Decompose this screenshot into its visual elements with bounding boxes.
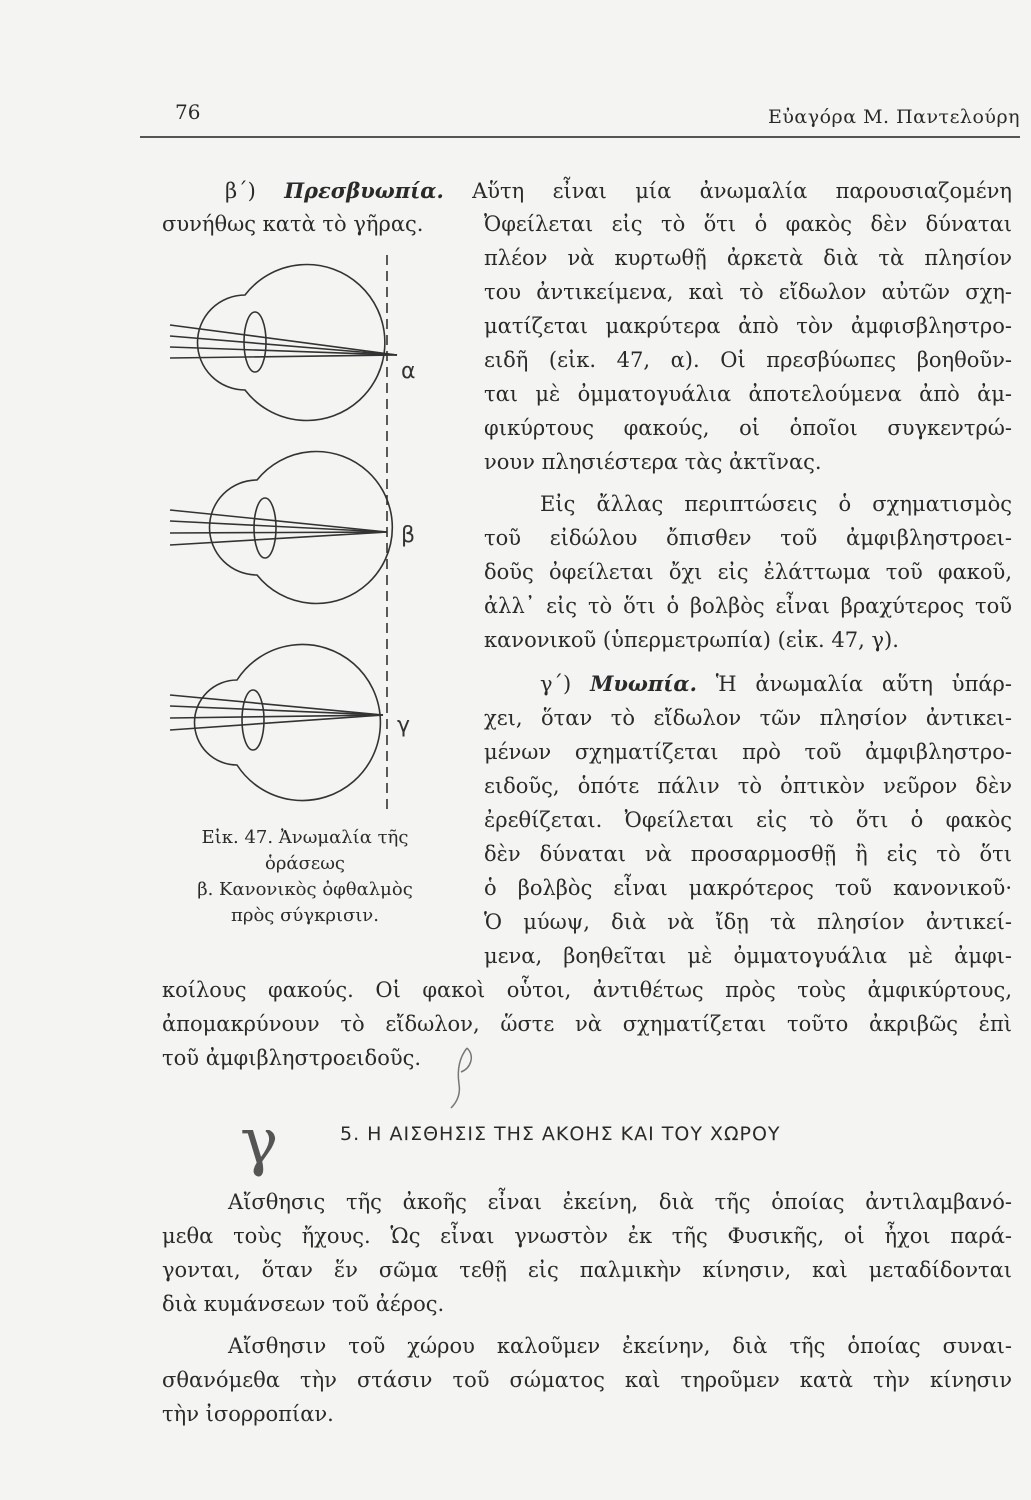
caption-line: Εἰκ. 47. Ἀνωμαλία τῆς — [201, 827, 409, 848]
figure-label-b: β — [401, 523, 416, 548]
hyperopia-line: κανονικοῦ (ὑπερμετρωπία) (εἰκ. 47, γ). — [484, 628, 899, 652]
presbyopia-title: Πρεσβυωπία. — [284, 178, 444, 203]
myopia-marker: γ΄) — [540, 672, 572, 696]
myopia-full-line: τοῦ ἀμφιβληστροειδοῦς. — [162, 1046, 422, 1070]
section-title: 5. Η ΑΙΣΘΗΣΙΣ ΤΗΣ ΑΚΟΗΣ ΚΑΙ ΤΟΥ ΧΩΡΟΥ — [340, 1123, 781, 1145]
presbyopia-line: ειδῆ (εἰκ. 47, α). Οἱ πρεσβύωπες βοηθοῦν- — [484, 348, 1012, 372]
figure-caption — [140, 825, 470, 929]
running-head: Εὐαγόρα Μ. Παντελούρη — [767, 106, 1020, 128]
presbyopia-line-1 — [225, 175, 1012, 207]
pencil-mark-icon — [445, 1040, 485, 1110]
handwritten-section-mark: γ — [240, 1105, 279, 1179]
hyperopia-line: ἀλλ᾽ εἰς τὸ ὅτι ὁ βολβὸς εἶναι βραχύτερος τοῦ — [484, 594, 1012, 618]
header-rule — [140, 136, 1020, 138]
page-header — [140, 100, 1020, 140]
hearing-line: διὰ κυμάνσεων τοῦ ἀέρος. — [162, 1292, 445, 1316]
hyperopia-line: δοῦς ὀφείλεται ὄχι εἰς ἐλάττωμα τοῦ φακοῦ, — [484, 560, 1012, 584]
myopia-line-1 — [540, 668, 1012, 700]
caption-line: πρὸς σύγκρισιν. — [231, 905, 379, 926]
eye-diagram-b — [170, 452, 392, 604]
myopia-line: ὁ βολβὸς εἶναι μακρότερος τοῦ κανονικοῦ· — [484, 876, 1012, 900]
figure-label-a: α — [401, 359, 416, 384]
myopia-title: Μυωπία. — [590, 671, 697, 696]
presbyopia-line-2a: συνήθως κατὰ τὸ γῆρας. — [162, 212, 424, 236]
myopia-full-line: ἀπομακρύνουν τὸ εἴδωλον, ὥστε νὰ σχηματίζεται τοῦτο ἀκριβῶς ἐπὶ — [162, 1012, 1012, 1036]
myopia-line: μενα, βοηθεῖται μὲ ὀμματογυάλια μὲ ἀμφι- — [484, 944, 1012, 968]
myopia-line1-text: Ἡ ἀνωμαλία αὕτη ὑπάρ- — [715, 672, 1012, 696]
presbyopia-line: ται μὲ ὀμματογυάλια ἀποτελούμενα ἀπὸ ἀμ- — [484, 382, 1012, 406]
space-sense-line: σθανόμεθα τὴν στάσιν τοῦ σώματος καὶ τηροῦμεν κατὰ τὴν κίνησιν — [162, 1368, 1012, 1392]
eye-diagram-a — [170, 265, 397, 421]
presbyopia-line: φικύρτους φακούς, οἱ ὁποῖοι συγκεντρώ- — [484, 416, 1012, 440]
myopia-line: χει, ὅταν τὸ εἴδωλον τῶν πλησίον ἀντικει- — [484, 706, 1012, 730]
myopia-line: μένων σχηματίζεται πρὸ τοῦ ἀμφιβληστρο- — [484, 740, 1012, 764]
hyperopia-line: Εἰς ἄλλας περιπτώσεις ὁ σχηματισμὸς — [540, 492, 1012, 516]
presbyopia-line: πλέον νὰ κυρτωθῇ ἀρκετὰ διὰ τὰ πλησίον — [484, 246, 1012, 270]
figure-label-c: γ — [397, 713, 411, 738]
presbyopia-line: του ἀντικείμενα, καὶ τὸ εἴδωλον αὐτῶν σχη- — [484, 280, 1012, 304]
page-number: 76 — [175, 100, 201, 124]
presbyopia-line1-text: Αὕτη εἶναι μία ἀνωμαλία παρουσιαζομένη — [472, 179, 1012, 203]
hearing-line: Αἴσθησις τῆς ἀκοῆς εἶναι ἐκείνη, διὰ τῆς ὁποίας ἀντιλαμβανό- — [228, 1190, 1012, 1214]
space-sense-line: Αἴσθησιν τοῦ χώρου καλοῦμεν ἐκείνην, διὰ τῆς ὁποίας συναι- — [228, 1334, 1012, 1358]
eye-diagrams — [165, 250, 455, 820]
presbyopia-line-2b: Ὀφείλεται εἰς τὸ ὅτι ὁ φακὸς δὲν δύναται — [484, 212, 1012, 236]
presbyopia-line: νουν πλησιέστερα τὰς ἀκτῖνας. — [484, 450, 822, 474]
myopia-line: Ὁ μύωψ, διὰ νὰ ἴδῃ τὰ πλησίον ἀντικεί- — [484, 910, 1012, 934]
myopia-line: δὲν δύναται νὰ προσαρμοσθῇ ἢ εἰς τὸ ὅτι — [484, 842, 1012, 866]
hearing-line: μεθα τοὺς ἤχους. Ὡς εἶναι γνωστὸν ἐκ τῆς Φυσικῆς, οἱ ἦχοι παρά- — [162, 1224, 1012, 1248]
hyperopia-line: τοῦ εἰδώλου ὄπισθεν τοῦ ἀμφιβληστροει- — [484, 526, 1012, 550]
presbyopia-marker: β΄) — [225, 179, 256, 203]
caption-line: β. Κανονικὸς ὀφθαλμὸς — [197, 879, 413, 900]
myopia-line: ειδοῦς, ὁπότε πάλιν τὸ ὀπτικὸν νεῦρον δὲν — [484, 774, 1012, 798]
myopia-line: ἐρεθίζεται. Ὀφείλεται εἰς τὸ ὅτι ὁ φακὸς — [484, 808, 1012, 832]
eye-diagram-c — [170, 645, 383, 801]
caption-line: ὁράσεως — [265, 853, 345, 874]
eye-anomaly-figure — [165, 250, 455, 820]
myopia-full-line: κοίλους φακούς. Οἱ φακοὶ οὗτοι, ἀντιθέτως πρὸς τοὺς ἀμφικύρτους, — [162, 978, 1012, 1002]
hearing-line: γονται, ὅταν ἕν σῶμα τεθῇ εἰς παλμικὴν κίνησιν, καὶ μεταδίδονται — [162, 1258, 1012, 1282]
space-sense-line: τὴν ἰσορροπίαν. — [162, 1402, 334, 1426]
presbyopia-line: ματίζεται μακρύτερα ἀπὸ τὸν ἀμφισβληστρο- — [484, 314, 1012, 338]
